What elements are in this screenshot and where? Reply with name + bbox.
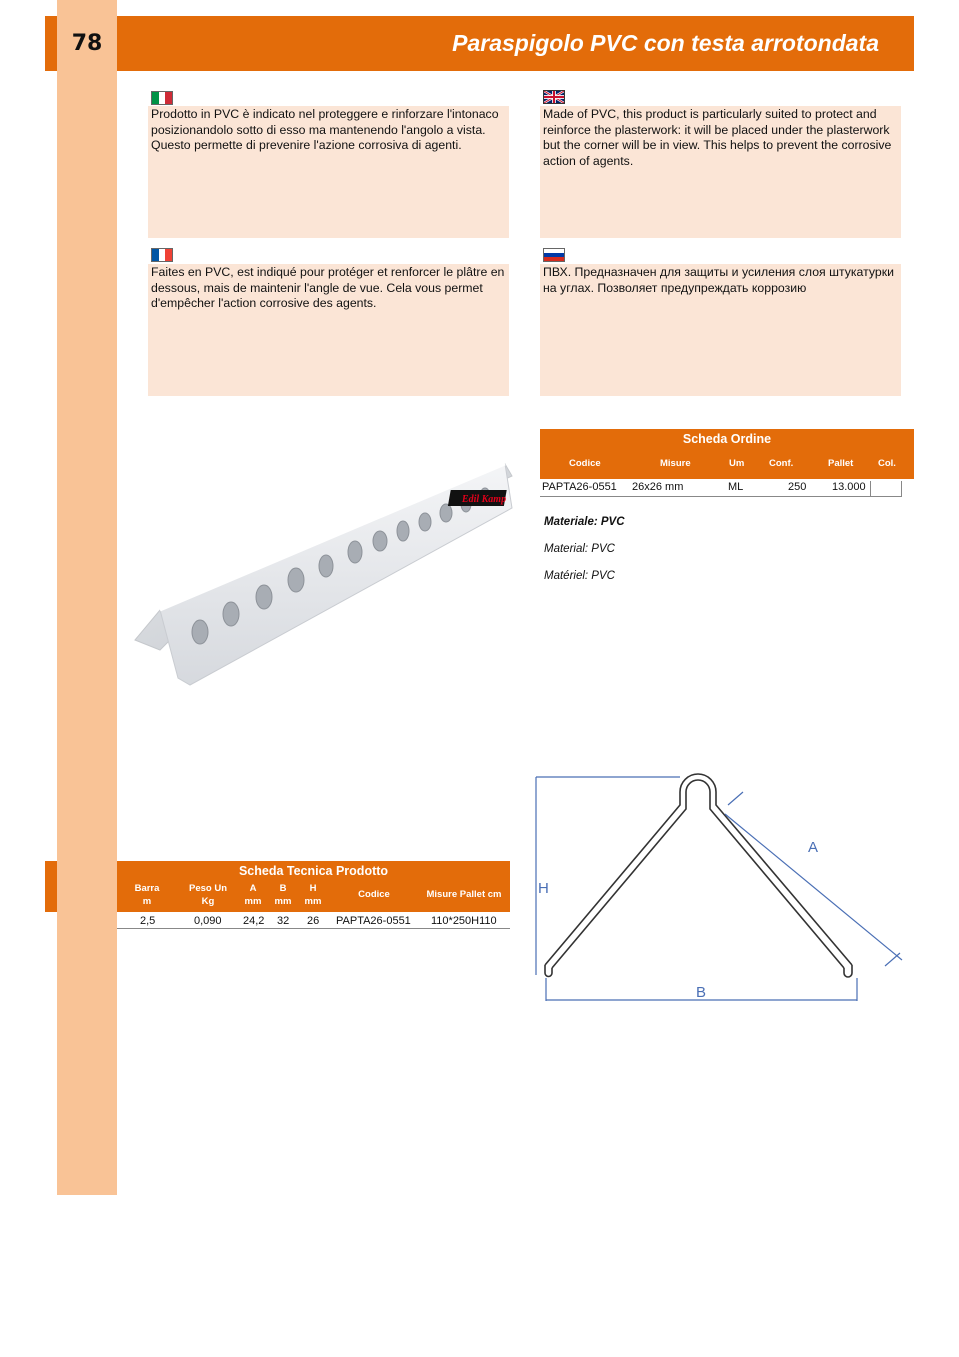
tech-peso: 0,090 bbox=[194, 915, 222, 927]
tech-misure-pallet: 110*250H110 bbox=[431, 915, 497, 927]
tech-col-barra-label: Barra bbox=[134, 883, 160, 894]
flag-stripe bbox=[152, 249, 159, 261]
order-conf: 250 bbox=[788, 481, 807, 493]
dimension-lines bbox=[536, 777, 902, 1001]
profile-outline bbox=[545, 774, 852, 977]
dimension-label-a: A bbox=[808, 839, 819, 856]
tech-col-barra-unit: m bbox=[142, 895, 152, 907]
tech-col-b-unit: mm bbox=[274, 895, 292, 907]
side-strip bbox=[57, 0, 117, 1195]
order-col-um: Um bbox=[729, 458, 745, 469]
order-col-misure: Misure bbox=[660, 458, 691, 469]
order-um: ML bbox=[728, 481, 744, 493]
tech-col-peso bbox=[183, 883, 233, 908]
table-divider bbox=[540, 496, 902, 497]
tech-col-b-label: B bbox=[279, 883, 287, 894]
table-divider bbox=[117, 928, 510, 929]
flag-stripe bbox=[152, 92, 159, 104]
material-italian: Materiale: PVC bbox=[544, 516, 625, 528]
description-english: Made of PVC, this product is particularly suited to protect and reinforce the plasterwork: it will be placed under the plasterwork but the corner will be in view. This helps to prevent the corrosive action of agents. bbox=[540, 106, 901, 238]
tech-col-misure-pallet: Misure Pallet cm bbox=[426, 889, 502, 900]
order-col-col: Col. bbox=[878, 458, 896, 469]
tech-col-codice: Codice bbox=[358, 889, 390, 900]
flag-stripe bbox=[165, 249, 172, 261]
logo-text: Edil Kamp bbox=[461, 494, 507, 505]
brand-logo bbox=[448, 490, 507, 506]
product-photo bbox=[130, 460, 520, 700]
tech-col-h-unit: mm bbox=[304, 895, 322, 907]
description-italian: Prodotto in PVC è indicato nel proteggere e rinforzare l'intonaco posizionandolo sotto di esso ma mantenendo l'angolo a vista. Questo permette di prevenire l'azione corrosiva di agenti. bbox=[148, 106, 509, 238]
order-col-codice: Codice bbox=[569, 458, 601, 469]
tech-codice: PAPTA26-0551 bbox=[336, 915, 411, 927]
description-russian: ПВХ. Предназначен для защиты и усиления слоя штукатурки на углах. Позволяет предупреждать коррозию bbox=[540, 264, 901, 396]
tech-col-barra bbox=[127, 883, 167, 908]
order-misure: 26x26 mm bbox=[632, 481, 684, 493]
description-french: Faites en PVC, est indiqué pour protéger et renforcer le plâtre en dessous, mais de maintenir l'angle de vue. Cela vous permet d'empêcher l'action corrosive des agents. bbox=[148, 264, 509, 396]
tech-col-a-unit: mm bbox=[244, 895, 262, 907]
tech-col-b bbox=[269, 883, 297, 908]
tech-sheet-title: Scheda Tecnica Prodotto bbox=[238, 864, 389, 878]
flag-stripe bbox=[165, 92, 172, 104]
tech-barra: 2,5 bbox=[140, 915, 156, 927]
tech-col-h-label: H bbox=[309, 883, 317, 894]
flag-stripe bbox=[159, 92, 166, 104]
tech-col-a bbox=[239, 883, 267, 908]
page-title: Paraspigolo PVC con testa arrotondata bbox=[452, 30, 879, 56]
profile-technical-drawing bbox=[530, 770, 910, 1010]
tech-col-h bbox=[299, 883, 327, 908]
tech-a: 24,2 bbox=[243, 915, 265, 927]
italy-flag-icon bbox=[151, 91, 173, 105]
order-sheet-title: Scheda Ordine bbox=[682, 432, 772, 446]
table-divider bbox=[870, 481, 871, 496]
uk-flag-graphic bbox=[544, 91, 564, 103]
tech-sheet-accent bbox=[45, 861, 57, 912]
order-col-pallet: Pallet bbox=[828, 458, 854, 469]
table-divider bbox=[901, 481, 902, 496]
order-pallet: 13.000 bbox=[832, 481, 866, 493]
order-sheet-header bbox=[540, 429, 914, 479]
tech-h: 26 bbox=[307, 915, 320, 927]
dimension-label-h: H bbox=[538, 880, 549, 897]
tech-col-peso-label: Peso Un bbox=[188, 883, 227, 894]
order-col-conf: Conf. bbox=[769, 458, 794, 469]
order-codice: PAPTA26-0551 bbox=[542, 481, 617, 493]
dimension-label-b: B bbox=[696, 984, 707, 1001]
material-french: Matériel: PVC bbox=[544, 570, 615, 582]
uk-flag-icon bbox=[543, 90, 565, 104]
tech-sheet-header bbox=[117, 861, 510, 912]
tech-col-peso-unit: Kg bbox=[201, 895, 215, 907]
page-number: 78 bbox=[71, 31, 103, 56]
russia-flag-icon bbox=[543, 248, 565, 262]
tech-col-a-label: A bbox=[249, 883, 257, 894]
material-english: Material: PVC bbox=[544, 543, 615, 555]
flag-stripe bbox=[159, 249, 166, 261]
tech-b: 32 bbox=[277, 915, 290, 927]
france-flag-icon bbox=[151, 248, 173, 262]
flag-stripe bbox=[544, 257, 564, 261]
